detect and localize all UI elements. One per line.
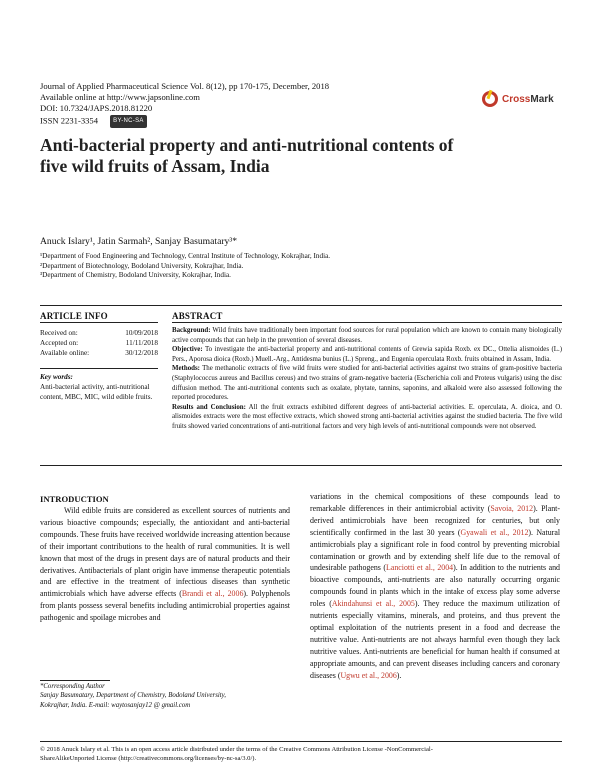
divider (40, 305, 562, 306)
license-footer: © 2018 Anuck Islary et al. This is an open access article distributed under the terms of the Creative Commons Attribution License -NonCommercial- ShareAlikeUnported License (http://creativecommons.org/licenses/by-nc-sa/3.0/). (40, 746, 433, 762)
abstract-background: Wild fruits have traditionally been important food sources for rural population which are known to contain many biologically active compounds that can help in the prevention of several diseases. (172, 327, 562, 344)
journal-url[interactable]: Available online at http://www.japsonline.com (40, 92, 200, 103)
citation-link[interactable]: Ugwu et al., 2006 (340, 670, 397, 680)
crossmark-logo[interactable]: CrossMark (482, 88, 572, 110)
online-date: 30/12/2018 (125, 349, 158, 357)
affiliation-3: ³Department of Chemistry, Bodoland University, Kokrajhar, India. (40, 271, 231, 280)
journal-header (40, 81, 329, 128)
abstract-body: Background: Wild fruits have traditionally been important food sources for rural population which are known to contain many biologically active compounds that can help in the prevention of several diseases. Objective: To investigate the anti-bacterial property and anti-nutritional contents of Grewia sapida Roxb. ex DC., Ottelia alismoides (L.) Pers., Aporosa dioica (Roxb.) Muell.-Arg., Antidesma bunius (L.) Spreng., and Eugenia operculata Roxb. fruits obtained in Assam, India. Methods: The methanolic extracts of five wild fruits were studied for anti-bacterial activities against two strains of gram-positive bacteria (Staphylococcus aureus and Bacillus cereus) and two strains of gram-negative bacteria (Escherichia coli and Proteus vulgaris) using the disc diffusion method. The anti-nutritional contents such as oxalate, phytate, tannins, saponins, and alkaloid were also assessed following the reported procedures. Results and Conclusion: All the fruit extracts exhibited different degrees of anti-bacterial activities. E. operculata, A. dioica, and O. alismoides extracts were the most effective extracts, which showed strong anti-bacterial activities against the studied bacteria. The five wild fruits showed varied concentrations of anti-nutritional factors and very high levels of anti-nutritional compounds were not observed. (172, 327, 563, 430)
citation-link[interactable]: Gyawali et al., 2012 (460, 527, 529, 537)
keywords-heading: Key words: (40, 373, 73, 381)
abstract-heading: ABSTRACT (172, 311, 223, 321)
keywords: Anti-bacterial activity, anti-nutritional content, MBC, MIC, wild edible fruits. (40, 383, 153, 401)
citation-link[interactable]: Akindahunsi et al., 2005 (331, 599, 415, 609)
abstract-results: All the fruit extracts exhibited different degrees of anti-bacterial activities. E. operculata, A. dioica, and O. alismoides extracts were the most effective extracts, which showed strong anti-bacterial activities against the studied bacteria. The five wild fruits showed varied concentrations of anti-nutritional factors and very high levels of anti-nutritional compounds were not observed. (172, 403, 563, 430)
abstract-objective: To investigate the anti-bacterial property and anti-nutritional contents of Grewia sapida Roxb. ex DC., Ottelia alismoides (L.) Pers., Aporosa dioica (Roxb.) Muell.-Arg., Antidesma bunius (L.) Spreng., and Eugenia operculata Roxb. fruits obtained in Assam, India. (172, 346, 562, 363)
divider (40, 465, 562, 466)
affiliations (40, 252, 330, 281)
intro-column-2: variations in the chemical compositions of these compounds lead to remarkable differences in their antimicrobial activity (Savoia, 2012). Plant-derived antimicrobials have been recognized for centuries, but only scientifically confirmed in the last 30 years (Gyawali et al., 2012). Natural antimicrobials play a significant role in food control by preventing microbial contamination or growth and by extending shelf life due to the removal of undesirable pathogens (Lanciotti et al., 2004). In addition to the nutrients and bioactive compounds, anti-nutrients are also naturally occurring organic compounds found in plants which in the intake of excess play some adverse roles (Akindahunsi et al., 2005). They reduce the maximum utilization of nutrients especially vitamins, minerals, and proteins, and thus prevent the optimal exploitation of the nutrients present in a food and decrease the nutritive value. Anti-nutrients are not always harmful even though they lack nutritive values. Anti-nutrients are beneficial for human health if consumed at appropriate amounts, and can prevent diseases including cancers and coronary diseases (Ugwu et al., 2006). (310, 492, 561, 680)
article-info-heading: ARTICLE INFO (40, 311, 108, 321)
footnote-divider (40, 680, 110, 681)
abstract-methods: The methanolic extracts of five wild fruits were studied for anti-bacterial activities against two strains of gram-positive bacteria (Staphylococcus aureus and Bacillus cereus) and two strains of gram-negative bacteria (Escherichia coli and Proteus vulgaris) using the disc diffusion method. The anti-nutritional contents such as oxalate, phytate, tannins, saponins, and alkaloid were also assessed following the reported procedures. (172, 365, 562, 402)
cc-license-badge[interactable]: BY-NC-SA (110, 115, 147, 128)
crossmark-icon (482, 91, 498, 107)
journal-citation: Journal of Applied Pharmaceutical Science Vol. 8(12), pp 170-175, December, 2018 (40, 81, 330, 91)
affiliation-2: ²Department of Biotechnology, Bodoland University, Kokrajhar, India. (40, 261, 244, 270)
divider (40, 322, 158, 323)
affiliation-1: ¹Department of Food Engineering and Technology, Central Institute of Technology, Kokrajhar, India. (40, 252, 331, 260)
divider (40, 741, 562, 742)
intro-column-1: Wild edible fruits are considered as excellent sources of nutrients and various bioactive compounds; especially, the antioxidant and anti-bacterial compounds. These fruits have received worldwide increasing attention because of their important contributions to the health of rural communities. It is well known that most of the drugs in present days are of natural products and their derivatives. Antibacterials of plant origin have immense therapeutic potentials and are effective in the treatment of infectious diseases than synthetic antimicrobials which have adverse effects (Brandi et al., 2006). Polyphenols from plants possess several benefits including antimicrobial properties against pathogenic and spoilage microbes and (40, 506, 290, 623)
citation-link[interactable]: Brandi et al., 2006 (181, 589, 244, 599)
issn: ISSN 2231-3354 (40, 115, 99, 126)
accepted-date: 11/11/2018 (125, 339, 158, 347)
paper-title: Anti-bacterial property and anti-nutritional contents of five wild fruits of Assam, India (40, 135, 454, 176)
citation-link[interactable]: Savoia, 2012 (490, 503, 534, 513)
doi[interactable]: DOI: 10.7324/JAPS.2018.81220 (40, 103, 153, 114)
introduction-heading: INTRODUCTION (40, 494, 109, 504)
citation-link[interactable]: Lanciotti et al., 2004 (386, 563, 454, 573)
divider (172, 322, 562, 323)
corresponding-author: *Corresponding Author Sanjay Basumatary, Department of Chemistry, Bodoland University, Kokrajhar, India. E-mail: waytosanjay12 @ gmail.com (40, 683, 226, 709)
article-info: Received on: 10/09/2018 Accepted on: 11/11/2018 Available online: 30/12/2018 Key words: Anti-bacterial activity, anti-nutritional content, MBC, MIC, wild edible fruits. (40, 329, 158, 401)
author-list: Anuck Islary¹, Jatin Sarmah², Sanjay Basumatary³* (40, 236, 237, 247)
received-date: 10/09/2018 (125, 329, 158, 337)
